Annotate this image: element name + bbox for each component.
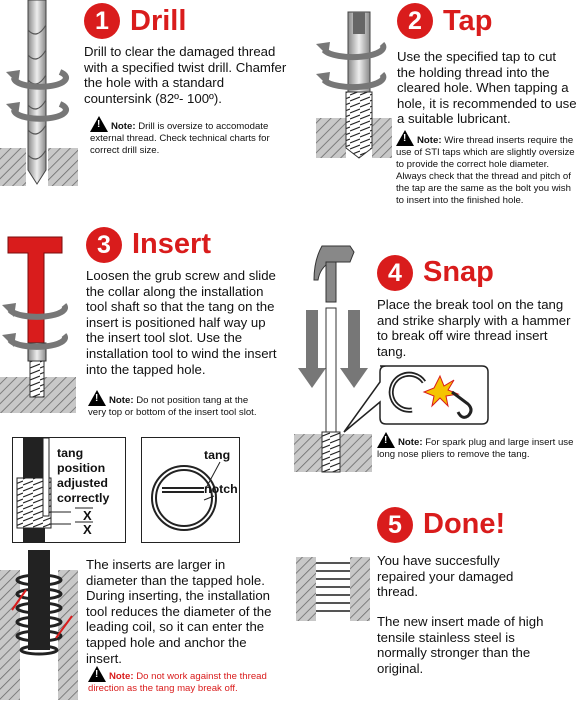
break-tool — [326, 308, 336, 432]
warning-icon — [88, 390, 106, 406]
step-5-title: Done! — [423, 508, 506, 540]
tang-label: tang — [204, 448, 231, 462]
dimension-x-label-1: X — [83, 508, 92, 523]
warning-icon — [88, 666, 106, 682]
hammer-icon — [314, 246, 354, 302]
step-2-note — [396, 130, 580, 207]
step-4-note — [377, 432, 577, 461]
note-text: For spark plug and large insert use long nose pliers to remove the tang. — [377, 437, 574, 460]
snap-illustration — [290, 240, 380, 480]
step-4-number-badge: 4 — [377, 255, 413, 291]
step-3-body: Loosen the grub screw and slide the collar along the installation tool shaft so that the tang on the insert is positioned half way up the insert tool slot. Use the installation tool to wind the insert into the tapped hole. — [86, 268, 277, 377]
note-label: Note: — [111, 121, 136, 132]
warning-icon — [377, 432, 395, 448]
insert-info-body: The inserts are larger in diameter than the tapped hole. During inserting, the installation tool reduces the diameter of the leading coil, so it can enter the tapped hole and anchor the insert. — [86, 557, 272, 666]
snap-detail-callout — [340, 362, 490, 432]
step-4-title: Snap — [423, 256, 494, 288]
dimension-x-label-2: X — [83, 522, 92, 537]
step-1-title: Drill — [130, 5, 187, 37]
insert-tool-illustration — [0, 225, 90, 415]
step-1-number-badge: 1 — [84, 3, 120, 39]
warning-icon — [90, 116, 108, 132]
step-5-number-badge: 5 — [377, 507, 413, 543]
warning-icon — [396, 130, 414, 146]
note-text: Drill is oversize to accomodate external thread. Check technical charts for correct drill size. — [90, 121, 270, 156]
tang-position-label: tang position adjusted correctly — [57, 446, 110, 505]
notch-label: notch — [204, 482, 238, 496]
tap-thread — [346, 92, 372, 158]
note-label: Note: — [417, 135, 442, 146]
tap-illustration — [300, 0, 390, 200]
tang-notch-detail-box — [141, 437, 240, 543]
installation-tool-handle — [8, 237, 62, 345]
tang-position-detail-box — [12, 437, 126, 543]
step-2-body: Use the specified tap to cut the holding thread into the cleared hole. When tapping a hole, it is recommended to use a suitable lubricant. — [397, 49, 577, 127]
note-label: Note: — [398, 437, 423, 448]
insert-cross-section — [0, 550, 80, 700]
note-text: Do not position tang at the very top or bottom of the insert tool slot. — [88, 395, 257, 418]
done-illustration — [294, 555, 374, 625]
drill-illustration — [0, 0, 90, 200]
step-5-body-2: The new insert made of high tensile stainless steel is normally stronger than the original. — [377, 614, 544, 676]
note-text: Do not work against the thread direction as the tang may break off. — [88, 671, 267, 694]
step-1-note — [90, 116, 280, 157]
note-text: Wire thread inserts require the use of STI taps which are slightly oversize to provide the correct hole diameter. Always check that the thread and pitch of the tap are the same as the bolt you wish to insert into the finished hole. — [396, 135, 575, 206]
step-5-body-1: You have succesfully repaired your damaged thread. — [377, 553, 514, 600]
step-2-number-badge: 2 — [397, 3, 433, 39]
step-2-title: Tap — [443, 5, 493, 37]
note-label: Note: — [109, 395, 134, 406]
step-3-note — [88, 390, 268, 419]
step-3-title: Insert — [132, 228, 211, 260]
insert-info-note — [88, 666, 268, 695]
step-1-body: Drill to clear the damaged thread with a specified twist drill. Chamfer the hole with a standard countersink (82º- 100º). — [84, 44, 287, 106]
note-label: Note: — [109, 671, 134, 682]
step-3-number-badge: 3 — [86, 227, 122, 263]
drill-bit-icon — [28, 0, 46, 184]
step-4-body: Place the break tool on the tang and strike sharply with a hammer to break off wire thread insert tang. — [377, 297, 571, 359]
